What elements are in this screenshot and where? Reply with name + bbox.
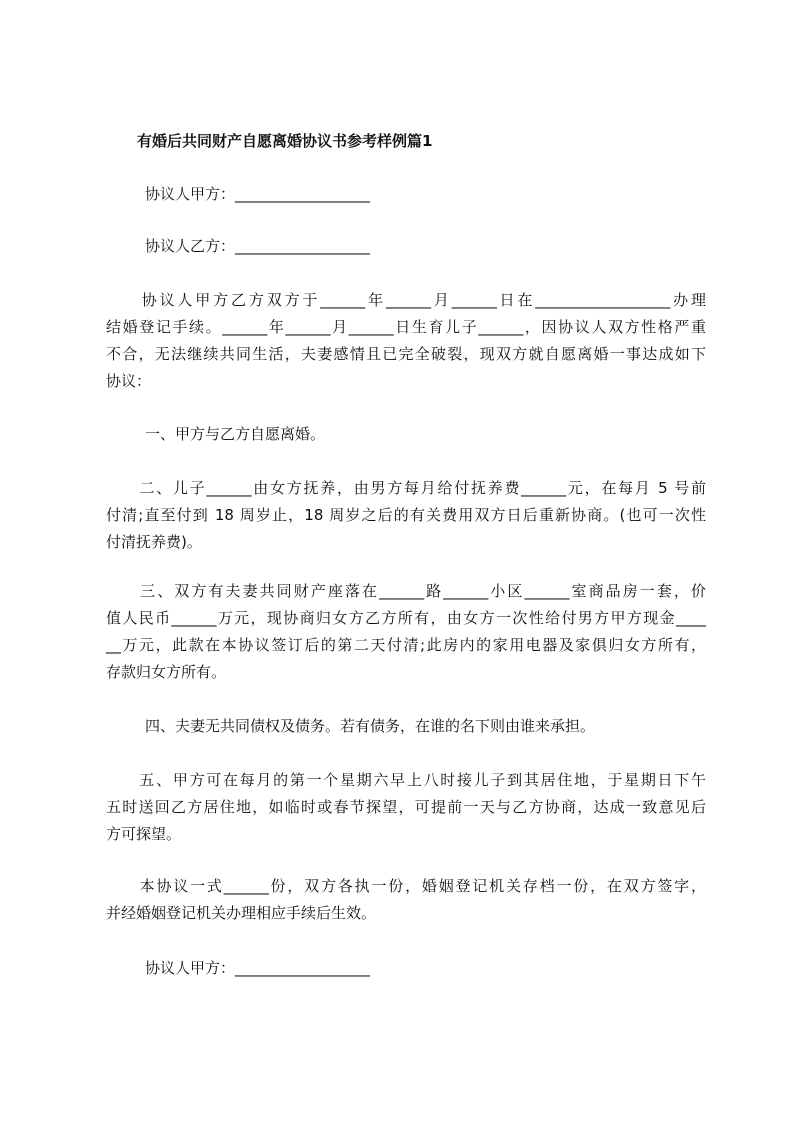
clause-5-paragraph	[106, 767, 706, 848]
clause-5-line-2: 五时送回乙方居住地，如临时或春节探望，可提前一天与乙方协商，达成一致意见后	[106, 798, 706, 816]
clause-2-line-2: 付清;直至付到 18 周岁止，18 周岁之后的有关费用双方日后重新协商。(也可一次性	[106, 506, 706, 524]
clause-2-line-3: 付清抚养费)。	[106, 533, 202, 551]
intro-line-4: 协议：	[106, 372, 152, 390]
clause-2-line-1: 二、儿子______由女方抚养，由男方每月给付抚养费______元，在每月 5 号前	[106, 479, 706, 497]
closing-line-1: 本协议一式______份，双方各执一份，婚姻登记机关存档一份，在双方签字，	[106, 877, 706, 895]
clause-2-paragraph	[106, 475, 706, 556]
closing-line-2: 并经婚姻登记机关办理相应手续后生效。	[106, 904, 377, 922]
party-b-line: 协议人乙方：__________________	[145, 237, 371, 255]
party-a-sign-line: 协议人甲方：__________________	[145, 959, 371, 977]
clause-3-paragraph	[106, 578, 706, 686]
intro-line-3: 不合，无法继续共同生活，夫妻感情且已完全破裂，现双方就自愿离婚一事达成如下	[106, 345, 706, 363]
clause-5-line-1: 五、甲方可在每月的第一个星期六早上八时接儿子到其居住地，于星期日下午	[106, 771, 706, 789]
intro-line-2: 结婚登记手续。______年______月______日生育儿子______，因协议人双方性格严重	[106, 318, 706, 336]
clause-3-line-4: 存款归女方所有。	[106, 663, 227, 681]
party-a-line: 协议人甲方：__________________	[145, 185, 371, 203]
intro-line-1: 协议人甲方乙方双方于______年______月______日在__________________办理	[106, 291, 706, 309]
closing-paragraph	[106, 873, 706, 927]
clause-4: 四、夫妻无共同债权及债务。若有债务，在谁的名下则由谁来承担。	[145, 717, 596, 735]
clause-5-line-3: 方可探望。	[106, 825, 182, 843]
clause-3-line-1: 三、双方有夫妻共同财产座落在______路______小区______室商品房一套，价	[106, 582, 706, 600]
clause-1: 一、甲方与乙方自愿离婚。	[145, 425, 326, 443]
document-title: 有婚后共同财产自愿离婚协议书参考样例篇1	[137, 132, 433, 150]
intro-paragraph	[106, 287, 706, 395]
clause-3-line-3: __万元，此款在本协议签订后的第二天付清;此房内的家用电器及家俱归女方所有，	[106, 636, 706, 654]
clause-3-line-2: 值人民币______万元，现协商归女方乙方所有，由女方一次性给付男方甲方现金____	[106, 609, 706, 627]
